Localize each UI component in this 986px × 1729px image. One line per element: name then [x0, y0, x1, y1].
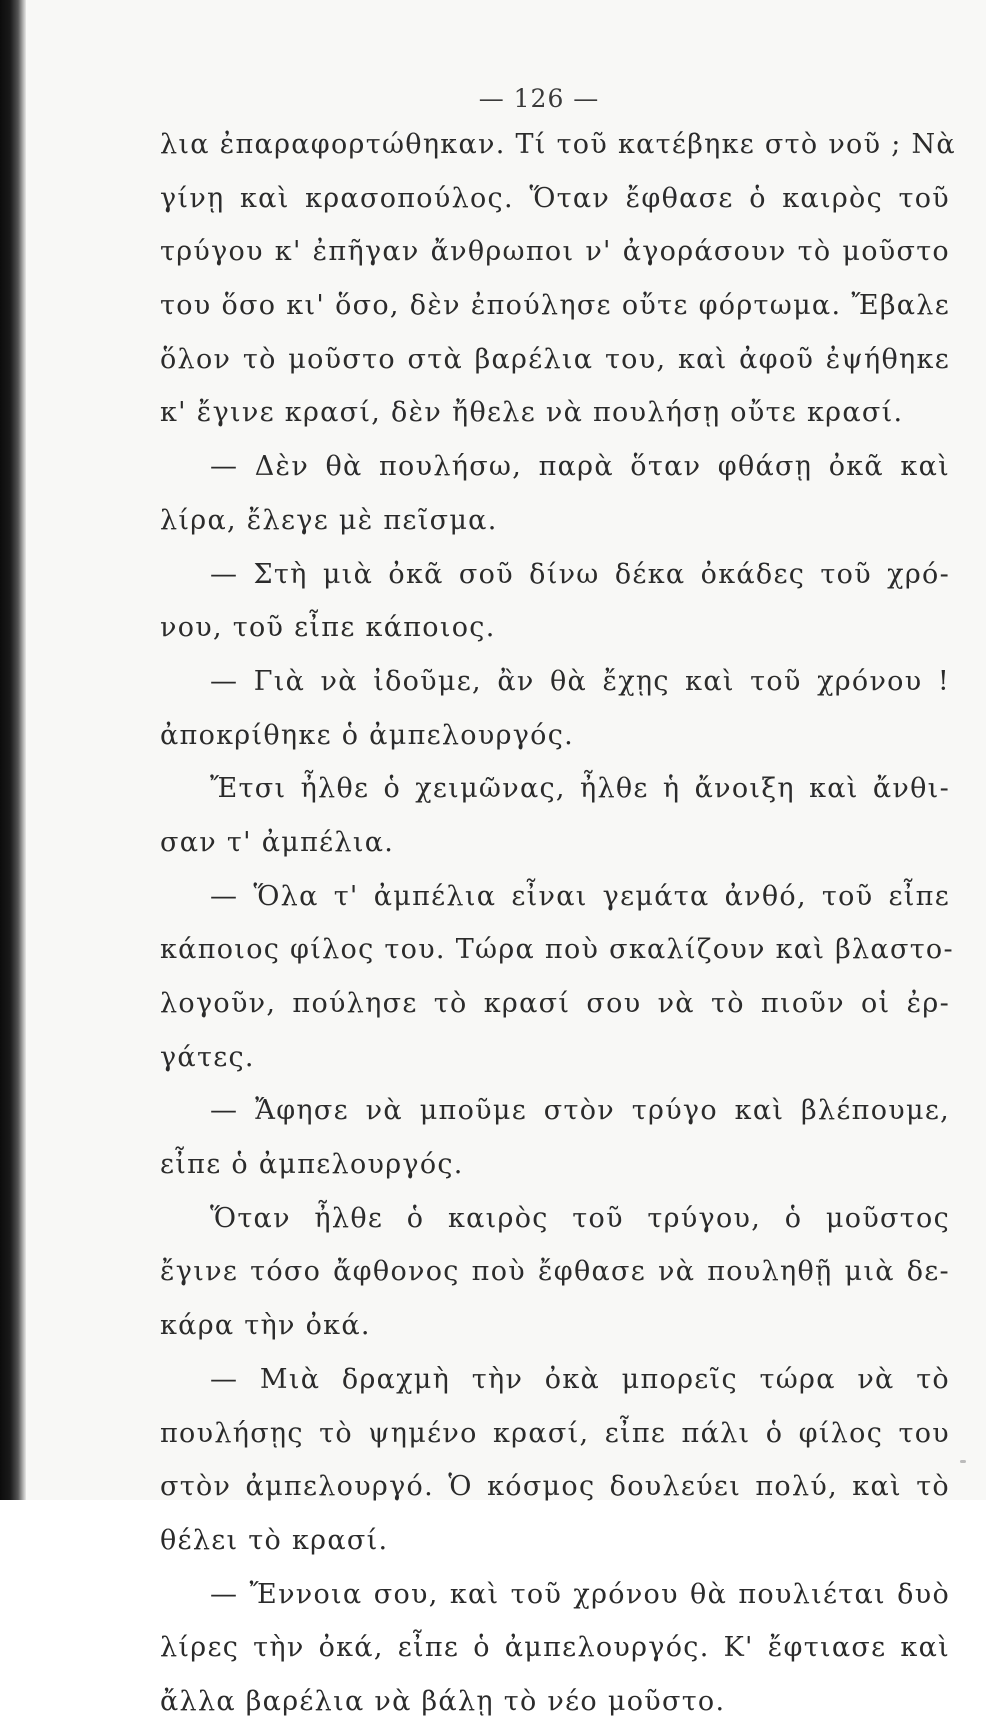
- text-line: Ὅταν ἦλθε ὁ καιρὸς τοῦ τρύγου, ὁ μοῦστος: [210, 1202, 950, 1234]
- text-line: — Ἄφησε νὰ μποῦμε στὸν τρύγο καὶ βλέπουμε,: [210, 1095, 950, 1127]
- text-line: λίρες τὴν ὀκά, εἶπε ὁ ἀμπελουργός. Κ' ἔφτιασε καὶ: [160, 1632, 950, 1664]
- text-line: — Στὴ μιὰ ὀκᾶ σοῦ δίνω δέκα ὀκάδες τοῦ χρό-: [210, 558, 950, 590]
- text-line: — Δὲν θὰ πουλήσω, παρὰ ὅταν φθάσῃ ὀκᾶ καὶ: [210, 451, 950, 483]
- page-number: — 126 —: [478, 84, 600, 113]
- scan-speck: [960, 1460, 966, 1463]
- text-line: — Μιὰ δραχμὴ τὴν ὀκὰ μπορεῖς τώρα νὰ τὸ: [210, 1363, 950, 1395]
- text-line: πουλήσῃς τὸ ψημένο κρασί, εἶπε πάλι ὁ φίλος του: [160, 1417, 950, 1449]
- text-line: λια ἐπαραφορτώθηκαν. Τί τοῦ κατέβηκε στὸ νοῦ ; Νὰ: [160, 129, 956, 160]
- binding-shadow: [0, 0, 26, 1500]
- text-line: γάτες.: [160, 1041, 255, 1073]
- text-line: του ὅσο κι' ὅσο, δὲν ἐπούλησε οὔτε φόρτωμα. Ἔβαλε: [160, 290, 950, 322]
- text-line: θέλει τὸ κρασί.: [160, 1524, 389, 1556]
- text-line: νου, τοῦ εἶπε κάποιος.: [160, 612, 496, 644]
- text-line: — Γιὰ νὰ ἰδοῦμε, ἂν θὰ ἔχῃς καὶ τοῦ χρόνου !: [210, 665, 950, 697]
- text-line: κάρα τὴν ὀκά.: [160, 1310, 371, 1342]
- text-line: λίρα, ἔλεγε μὲ πεῖσμα.: [160, 504, 498, 536]
- text-line: κάποιος φίλος του. Τώρα ποὺ σκαλίζουν καὶ βλαστο-: [160, 934, 954, 966]
- text-line: λογοῦν, πούλησε τὸ κρασί σου νὰ τὸ πιοῦν οἱ ἐρ-: [160, 988, 950, 1019]
- text-line: Ἔτσι ἦλθε ὁ χειμῶνας, ἦλθε ἡ ἄνοιξη καὶ ἄνθι-: [210, 773, 950, 805]
- text-line: ἔγινε τόσο ἄφθονος ποὺ ἔφθασε νὰ πουληθῇ μιὰ δε-: [160, 1256, 950, 1288]
- text-line: ἄλλα βαρέλια νὰ βάλῃ τὸ νέο μοῦστο.: [160, 1685, 726, 1717]
- text-line: σαν τ' ἀμπέλια.: [160, 826, 395, 858]
- text-line: τρύγου κ' ἐπῆγαν ἄνθρωποι ν' ἀγοράσουν τὸ μοῦστο: [160, 236, 950, 268]
- body-text: [160, 118, 956, 1729]
- text-line: ἀποκρίθηκε ὁ ἀμπελουργός.: [160, 719, 575, 751]
- text-line: — Ἔννοια σου, καὶ τοῦ χρόνου θὰ πουλιέται δυὸ: [210, 1578, 950, 1610]
- text-line: — Ὅλα τ' ἀμπέλια εἶναι γεμάτα ἀνθό, τοῦ εἶπε: [210, 880, 950, 912]
- text-line: κ' ἔγινε κρασί, δὲν ἤθελε νὰ πουλήσῃ οὔτε κρασί.: [160, 397, 904, 429]
- text-line: γίνῃ καὶ κρασοπούλος. Ὅταν ἔφθασε ὁ καιρὸς τοῦ: [160, 182, 950, 214]
- text-line: εἶπε ὁ ἀμπελουργός.: [160, 1149, 464, 1181]
- text-line: στὸν ἀμπελουργό. Ὁ κόσμος δουλεύει πολύ, καὶ τὸ: [160, 1471, 950, 1503]
- text-line: ὅλον τὸ μοῦστο στὰ βαρέλια του, καὶ ἀφοῦ ἐψήθηκε: [160, 343, 950, 375]
